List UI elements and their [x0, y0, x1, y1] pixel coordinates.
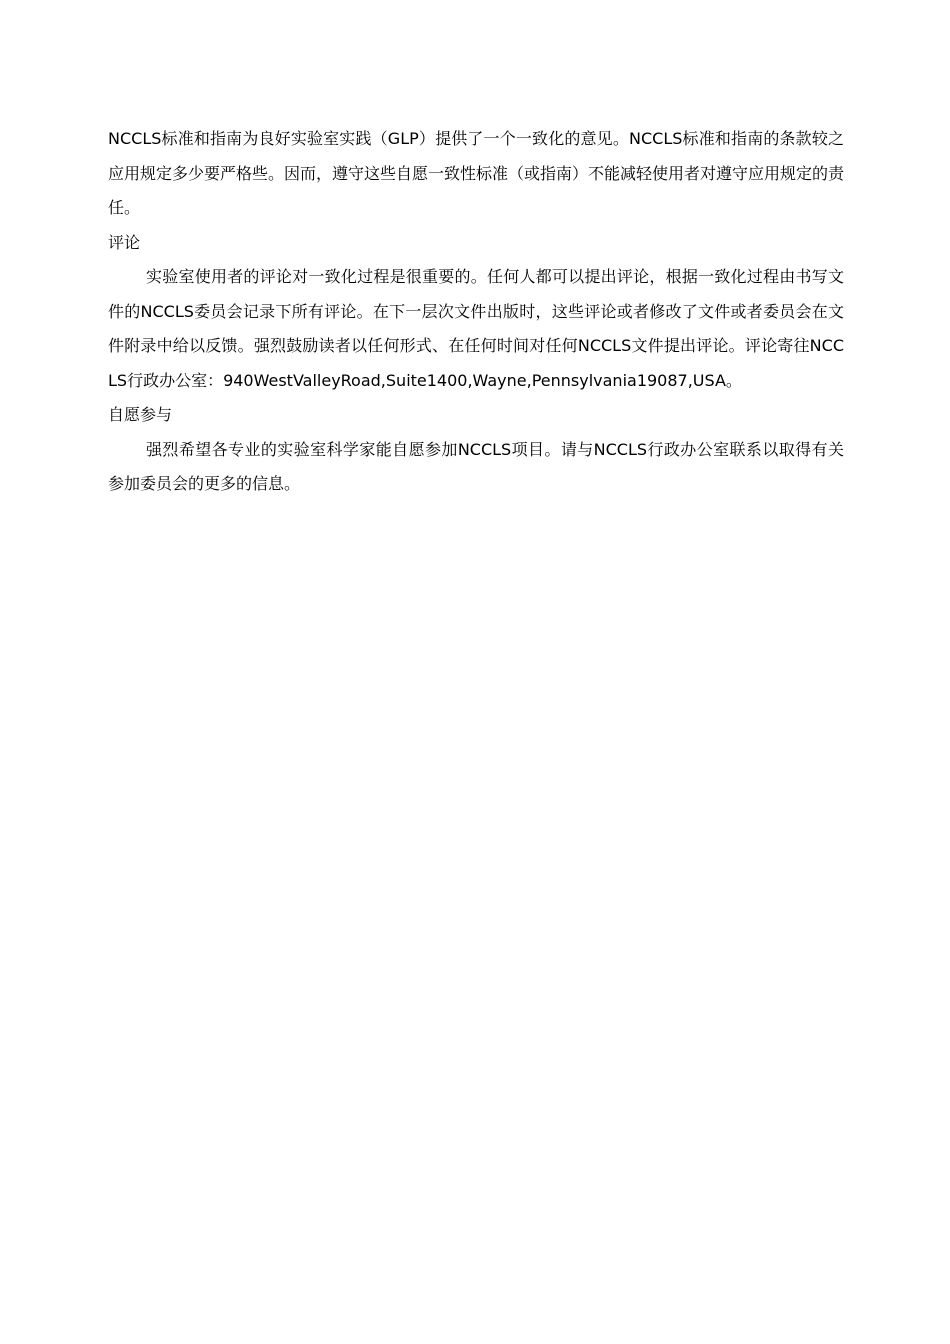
volunteer-paragraph: 强烈希望各专业的实验室科学家能自愿参加NCCLS项目。请与NCCLS行政办公室联系以取得有关参加委员会的更多的信息。 [108, 439, 844, 493]
comments-heading: 评论 [108, 232, 141, 252]
volunteer-heading: 自愿参与 [108, 405, 173, 424]
document-page [108, 122, 844, 502]
comments-paragraph: 实验室使用者的评论对一致化过程是很重要的。任何人都可以提出评论，根据一致化过程由书写文件的NCCLS委员会记录下所有评论。在下一层次文件出版时，这些评论或者修改了文件或者委员会在文件附录中给以反馈。强烈鼓励读者以任何形式、在任何时间对任何NCCLS文件提出评论。评论寄往NCCLS行政办公室：940WestValleyRoad,Suite1400,Wayne,Pennsylvania19087,USA。 [108, 267, 844, 390]
intro-paragraph: NCCLS标准和指南为良好实验室实践（GLP）提供了一个一致化的意见。NCCLS标准和指南的条款较之应用规定多少要严格些。因而，遵守这些自愿一致性标准（或指南）不能减轻使用者对遵守应用规定的责任。 [108, 129, 845, 217]
